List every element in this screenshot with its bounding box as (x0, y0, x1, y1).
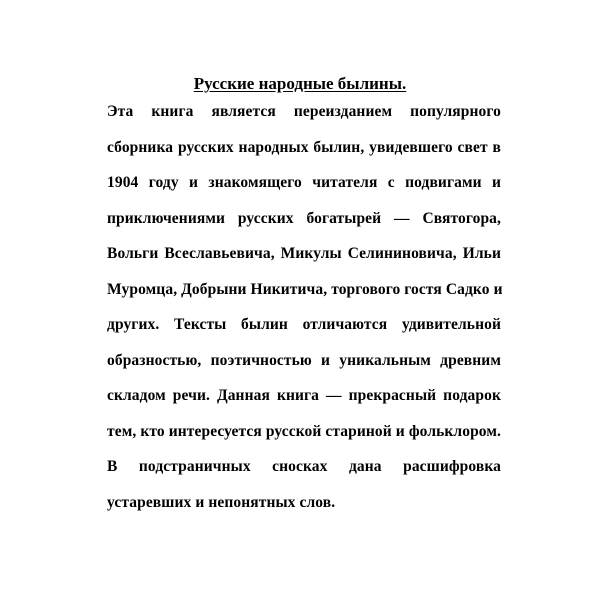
body-line: Вольги Всеславьевича, Микулы Селининовича, Ильи (107, 245, 501, 262)
document-body (107, 100, 501, 526)
body-line: тем, кто интересуется русской стариной и фольклором. (107, 422, 501, 440)
document-title: Русские народные былины. (193, 74, 407, 93)
body-line: образностью, поэтичностью и уникальным древним (107, 351, 501, 369)
body-line: 1904 году и знакомящего читателя с подвигами и (107, 174, 501, 191)
body-line: других. Тексты былин отличаются удивительной (107, 316, 501, 333)
body-line: складом речи. Данная книга — прекрасный подарок (107, 387, 501, 404)
body-line: В подстраничных сносках дана расшифровка (107, 458, 501, 475)
body-line: приключениями русских богатырей — Святогора, (107, 209, 501, 227)
body-line: сборника русских народных былин, увидевшего свет в (107, 138, 501, 156)
body-line: устаревших и непонятных слов. (107, 493, 336, 511)
body-line: Эта книга является переизданием популярного (107, 103, 501, 120)
body-line: Муромца, Добрыни Никитича, торгового гостя Садко и (107, 280, 503, 298)
